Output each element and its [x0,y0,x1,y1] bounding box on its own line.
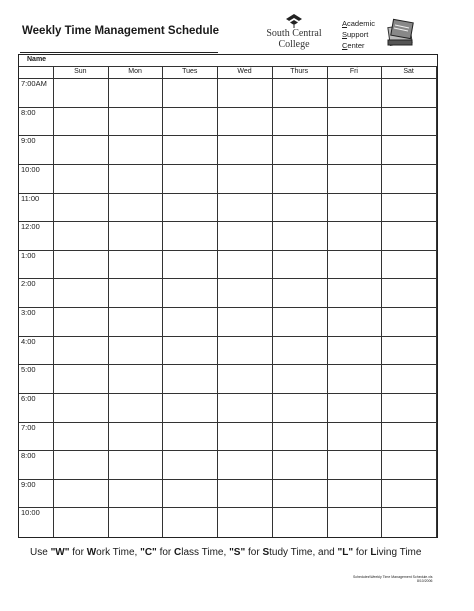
schedule-cell[interactable] [109,194,162,221]
time-label: 3:00 [21,308,36,317]
schedule-cell[interactable] [163,451,216,478]
asc-rest: cademic [347,19,375,28]
schedule-cell[interactable] [163,279,216,306]
schedule-cell[interactable] [328,79,381,106]
schedule-cell[interactable] [328,222,381,249]
schedule-cell[interactable] [273,508,326,535]
time-label: 8:00 [21,451,36,461]
schedule-cell[interactable] [54,136,107,163]
schedule-cell[interactable] [273,279,326,306]
schedule-cell[interactable] [218,136,271,163]
schedule-cell[interactable] [328,251,381,278]
schedule-cell[interactable] [54,165,107,192]
schedule-cell[interactable] [218,480,271,507]
asc-line-1 [342,18,375,29]
legend-segment: L [370,547,377,558]
legend-segment: for [353,547,371,558]
schedule-cell[interactable] [382,279,435,306]
time-label: 9:00 [21,136,36,146]
legend-segment: for [156,547,175,558]
schedule-cell[interactable] [273,79,326,106]
schedule-cell[interactable] [163,394,216,421]
name-label: Name [27,56,47,63]
asc-initial: S [342,30,348,39]
schedule-cell[interactable] [163,165,216,192]
day-header-tues: Tues [182,68,198,75]
schedule-cell[interactable] [54,423,107,450]
asc-rest: enter [347,41,365,50]
schedule-cell[interactable] [328,194,381,221]
schedule-cell[interactable] [273,394,326,421]
schedule-cell[interactable] [163,480,216,507]
schedule-cell[interactable] [328,480,381,507]
schedule-cell[interactable] [218,108,271,135]
time-label: 1:00 [21,250,36,260]
schedule-cell[interactable] [163,508,216,535]
schedule-cell[interactable] [218,394,271,421]
schedule-cell[interactable] [54,251,107,278]
time-label: 6:00 [21,393,36,403]
schedule-cell[interactable] [54,451,107,478]
legend-segment: S [262,547,270,558]
schedule-cell[interactable] [382,79,435,106]
file-footnote [353,575,433,583]
day-header-wed: Wed [237,68,252,75]
schedule-cell[interactable] [163,136,216,163]
day-header-row [19,66,437,79]
schedule-cell[interactable] [54,308,107,335]
time-label: 2:00 [21,279,36,289]
college-logo [258,14,330,56]
schedule-cell[interactable] [382,394,435,421]
schedule-cell[interactable] [273,423,326,450]
schedule-cell[interactable] [54,365,107,392]
asc-initial: C [342,41,348,50]
legend-segment: "W" [50,547,70,558]
day-header-thurs: Thurs [290,68,309,75]
schedule-cell[interactable] [328,394,381,421]
schedule-cell[interactable] [382,222,435,249]
schedule-cell[interactable] [382,480,435,507]
schedule-cell[interactable] [218,337,271,364]
day-header-mon: Mon [128,68,142,75]
schedule-cell[interactable] [382,165,435,192]
schedule-cell[interactable] [163,222,216,249]
legend-segment: C [174,547,182,558]
schedule-cell[interactable] [218,194,271,221]
college-name-line-2: College [278,39,310,50]
schedule-cell[interactable] [54,194,107,221]
schedule-cell[interactable] [54,108,107,135]
file-date: 8/10/2006 [416,579,433,583]
schedule-cell[interactable] [163,365,216,392]
schedule-cell[interactable] [328,108,381,135]
schedule-cell[interactable] [109,308,162,335]
schedule-cell[interactable] [163,423,216,450]
schedule-cell[interactable] [109,365,162,392]
schedule-cell[interactable] [54,79,107,106]
day-header-sun: Sun [74,68,87,75]
schedule-cell[interactable] [218,279,271,306]
schedule-cell[interactable] [273,451,326,478]
legend-segment: W [86,547,97,558]
schedule-cell[interactable] [163,251,216,278]
schedule-cell[interactable] [109,279,162,306]
schedule-cell[interactable] [273,480,326,507]
schedule-cell[interactable] [218,423,271,450]
asc-initial: A [342,19,348,28]
asc-rest: upport [347,30,369,39]
schedule-cell[interactable] [163,308,216,335]
schedule-cell[interactable] [273,108,326,135]
schedule-cell[interactable] [109,136,162,163]
schedule-cell[interactable] [218,165,271,192]
time-label: 8:00 [21,107,36,117]
schedule-cell[interactable] [109,222,162,249]
schedule-cell[interactable] [163,337,216,364]
schedule-cell[interactable] [273,165,326,192]
time-label: 12:00 [21,222,40,232]
college-name-line-1: South Central [266,28,322,39]
schedule-cell[interactable] [109,480,162,507]
grid-column-divider [436,66,437,537]
schedule-cell[interactable] [273,194,326,221]
legend-segment: "L" [337,547,354,558]
schedule-cell[interactable] [109,79,162,106]
schedule-cell[interactable] [328,308,381,335]
schedule-cell[interactable] [328,165,381,192]
title-underline [20,52,218,53]
schedule-cell[interactable] [109,508,162,535]
legend-segment: tudy Time, and [269,547,338,558]
schedule-cell[interactable] [109,394,162,421]
schedule-cell[interactable] [382,451,435,478]
legend-instructions [30,547,421,558]
academic-support-center [342,18,375,51]
schedule-cell[interactable] [109,423,162,450]
legend-segment: lass Time, [181,547,230,558]
asc-line-3 [342,40,375,51]
schedule-cell[interactable] [54,480,107,507]
schedule-cell[interactable] [273,251,326,278]
time-label: 10:00 [21,164,40,174]
schedule-cell[interactable] [109,337,162,364]
schedule-cell[interactable] [382,308,435,335]
schedule-cell[interactable] [328,337,381,364]
schedule-cell[interactable] [382,508,435,535]
time-label: 7:00AM [21,79,47,88]
schedule-cell[interactable] [109,108,162,135]
time-label: 4:00 [21,336,36,346]
file-path: Schedules\Weekly Time Management Schedule.xls [353,575,433,579]
time-label: 7:00 [21,422,36,432]
schedule-cell[interactable] [54,394,107,421]
schedule-cell[interactable] [382,423,435,450]
schedule-cell[interactable] [163,194,216,221]
schedule-cell[interactable] [273,308,326,335]
schedule-cell[interactable] [54,337,107,364]
legend-segment: iving Time [376,547,422,558]
schedule-cell[interactable] [54,508,107,535]
college-logo-icon [286,14,302,28]
asc-line-2 [342,29,375,40]
schedule-cell[interactable] [328,136,381,163]
schedule-cell[interactable] [382,136,435,163]
time-label: 10:00 [21,508,40,518]
page-title: Weekly Time Management Schedule [22,25,220,37]
day-header-sat: Sat [403,68,414,75]
time-label: 5:00 [21,365,36,375]
schedule-cell[interactable] [328,423,381,450]
schedule-cell[interactable] [382,365,435,392]
schedule-cell[interactable] [382,108,435,135]
time-label: 11:00 [21,193,40,203]
schedule-cell[interactable] [218,222,271,249]
legend-segment: ork Time, [96,547,141,558]
schedule-cell[interactable] [328,508,381,535]
schedule-cell[interactable] [163,108,216,135]
schedule-cell[interactable] [273,136,326,163]
schedule-cell[interactable] [328,451,381,478]
books-icon [386,16,416,53]
schedule-cell[interactable] [54,279,107,306]
schedule-cell[interactable] [218,365,271,392]
schedule-cell[interactable] [54,222,107,249]
schedule-cell[interactable] [382,337,435,364]
schedule-cell[interactable] [109,251,162,278]
schedule-grid [18,54,438,538]
legend-segment: Use [30,547,51,558]
legend-segment: "S" [229,547,246,558]
schedule-cell[interactable] [328,279,381,306]
schedule-cell[interactable] [382,251,435,278]
schedule-cell[interactable] [163,79,216,106]
schedule-cell[interactable] [273,337,326,364]
schedule-cell[interactable] [218,308,271,335]
legend-segment: "C" [140,547,157,558]
schedule-cell[interactable] [328,365,381,392]
legend-segment: for [69,547,87,558]
schedule-cell[interactable] [109,451,162,478]
schedule-cell[interactable] [273,365,326,392]
schedule-cell[interactable] [218,79,271,106]
schedule-cell[interactable] [218,251,271,278]
schedule-cell[interactable] [109,165,162,192]
schedule-cell[interactable] [218,451,271,478]
time-label: 9:00 [21,479,36,489]
legend-segment: for [245,547,263,558]
schedule-cell[interactable] [218,508,271,535]
schedule-cell[interactable] [382,194,435,221]
day-header-fri: Fri [349,68,358,75]
schedule-cell[interactable] [273,222,326,249]
